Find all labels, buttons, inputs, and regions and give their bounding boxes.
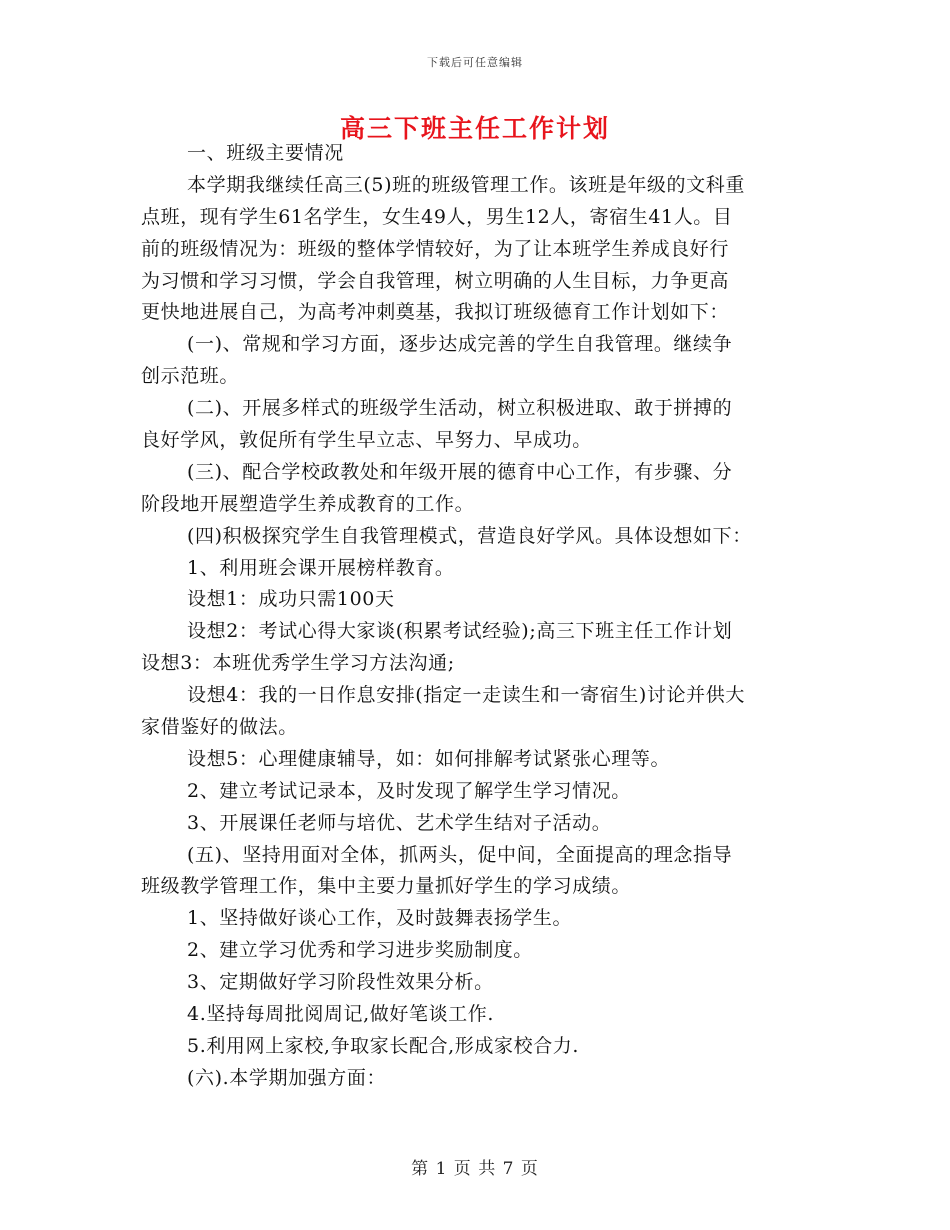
body-text-line: 家借鉴好的做法。 [141,716,298,739]
body-text-line: 设想2：考试心得大家谈(积累考试经验);高三下班主任工作计划 [187,620,733,643]
body-text-line: 1、利用班会课开展榜样教育。 [187,556,455,579]
body-text-line: (一)、常规和学习方面，逐步达成完善的学生自我管理。继续争 [187,333,733,356]
body-text-line: 设想3：本班优秀学生学习方法沟通; [141,652,455,675]
body-text-line: (六).本学期加强方面： [187,1066,387,1089]
body-text-line: (五)、坚持用面对全体，抓两头，促中间，全面提高的理念指导 [187,843,733,866]
body-text-line: 本学期我继续任高三(5)班的班级管理工作。该班是年级的文科重 [187,173,745,196]
body-text-line: 阶段地开展塑造学生养成教育的工作。 [141,492,475,515]
body-text-line: 班级教学管理工作，集中主要力量抓好学生的学习成绩。 [141,875,632,898]
body-text-line: 5.利用网上家校,争取家长配合,形成家校合力. [187,1034,580,1057]
document-body [141,138,816,1095]
body-text-line: 前的班级情况为：班级的整体学情较好，为了让本班学生养成良好行 [141,237,730,260]
body-text-line: 创示范班。 [141,365,240,388]
header-note: 下载后可任意编辑 [427,56,523,69]
page-number-footer: 第 1 页 共 7 页 [411,1159,539,1179]
body-text-line: 3、开展课任老师与培优、艺术学生结对子活动。 [187,811,612,834]
body-text-line: 1、坚持做好谈心工作，及时鼓舞表扬学生。 [187,907,573,930]
body-text-line: 设想1：成功只需100天 [187,588,395,611]
body-text-line: 一、班级主要情况 [187,142,344,164]
body-text-line: 良好学风，敦促所有学生早立志、早努力、早成功。 [141,429,592,452]
body-text-line: 2、建立学习优秀和学习进步奖励制度。 [187,939,533,962]
body-text-line: 3、定期做好学习阶段性效果分析。 [187,971,494,994]
document-title: 高三下班主任工作计划 [339,114,610,143]
body-text-line: 为习惯和学习习惯，学会自我管理，树立明确的人生目标，力争更高 [141,269,730,292]
body-text-line: 设想4：我的一日作息安排(指定一走读生和一寄宿生)讨论并供大 [187,684,745,707]
body-text-line: (二)、开展多样式的班级学生活动，树立积极进取、敢于拼搏的 [187,397,733,420]
body-text-line: 4.坚持每周批阅周记,做好笔谈工作. [187,1003,495,1026]
body-text-line: 更快地进展自己，为高考冲刺奠基，我拟订班级德育工作计划如下： [141,301,730,324]
body-text-line: 2、建立考试记录本，及时发现了解学生学习情况。 [187,779,631,802]
body-text-line: (三)、配合学校政教处和年级开展的德育中心工作，有步骤、分 [187,460,733,483]
body-text-line: 设想5：心理健康辅导，如：如何排解考试紧张心理等。 [187,747,671,770]
body-text-line: (四)积极探究学生自我管理模式，营造良好学风。具体设想如下： [187,524,752,547]
body-text-line: 点班，现有学生61名学生，女生49人，男生12人，寄宿生41人。目 [141,205,733,228]
